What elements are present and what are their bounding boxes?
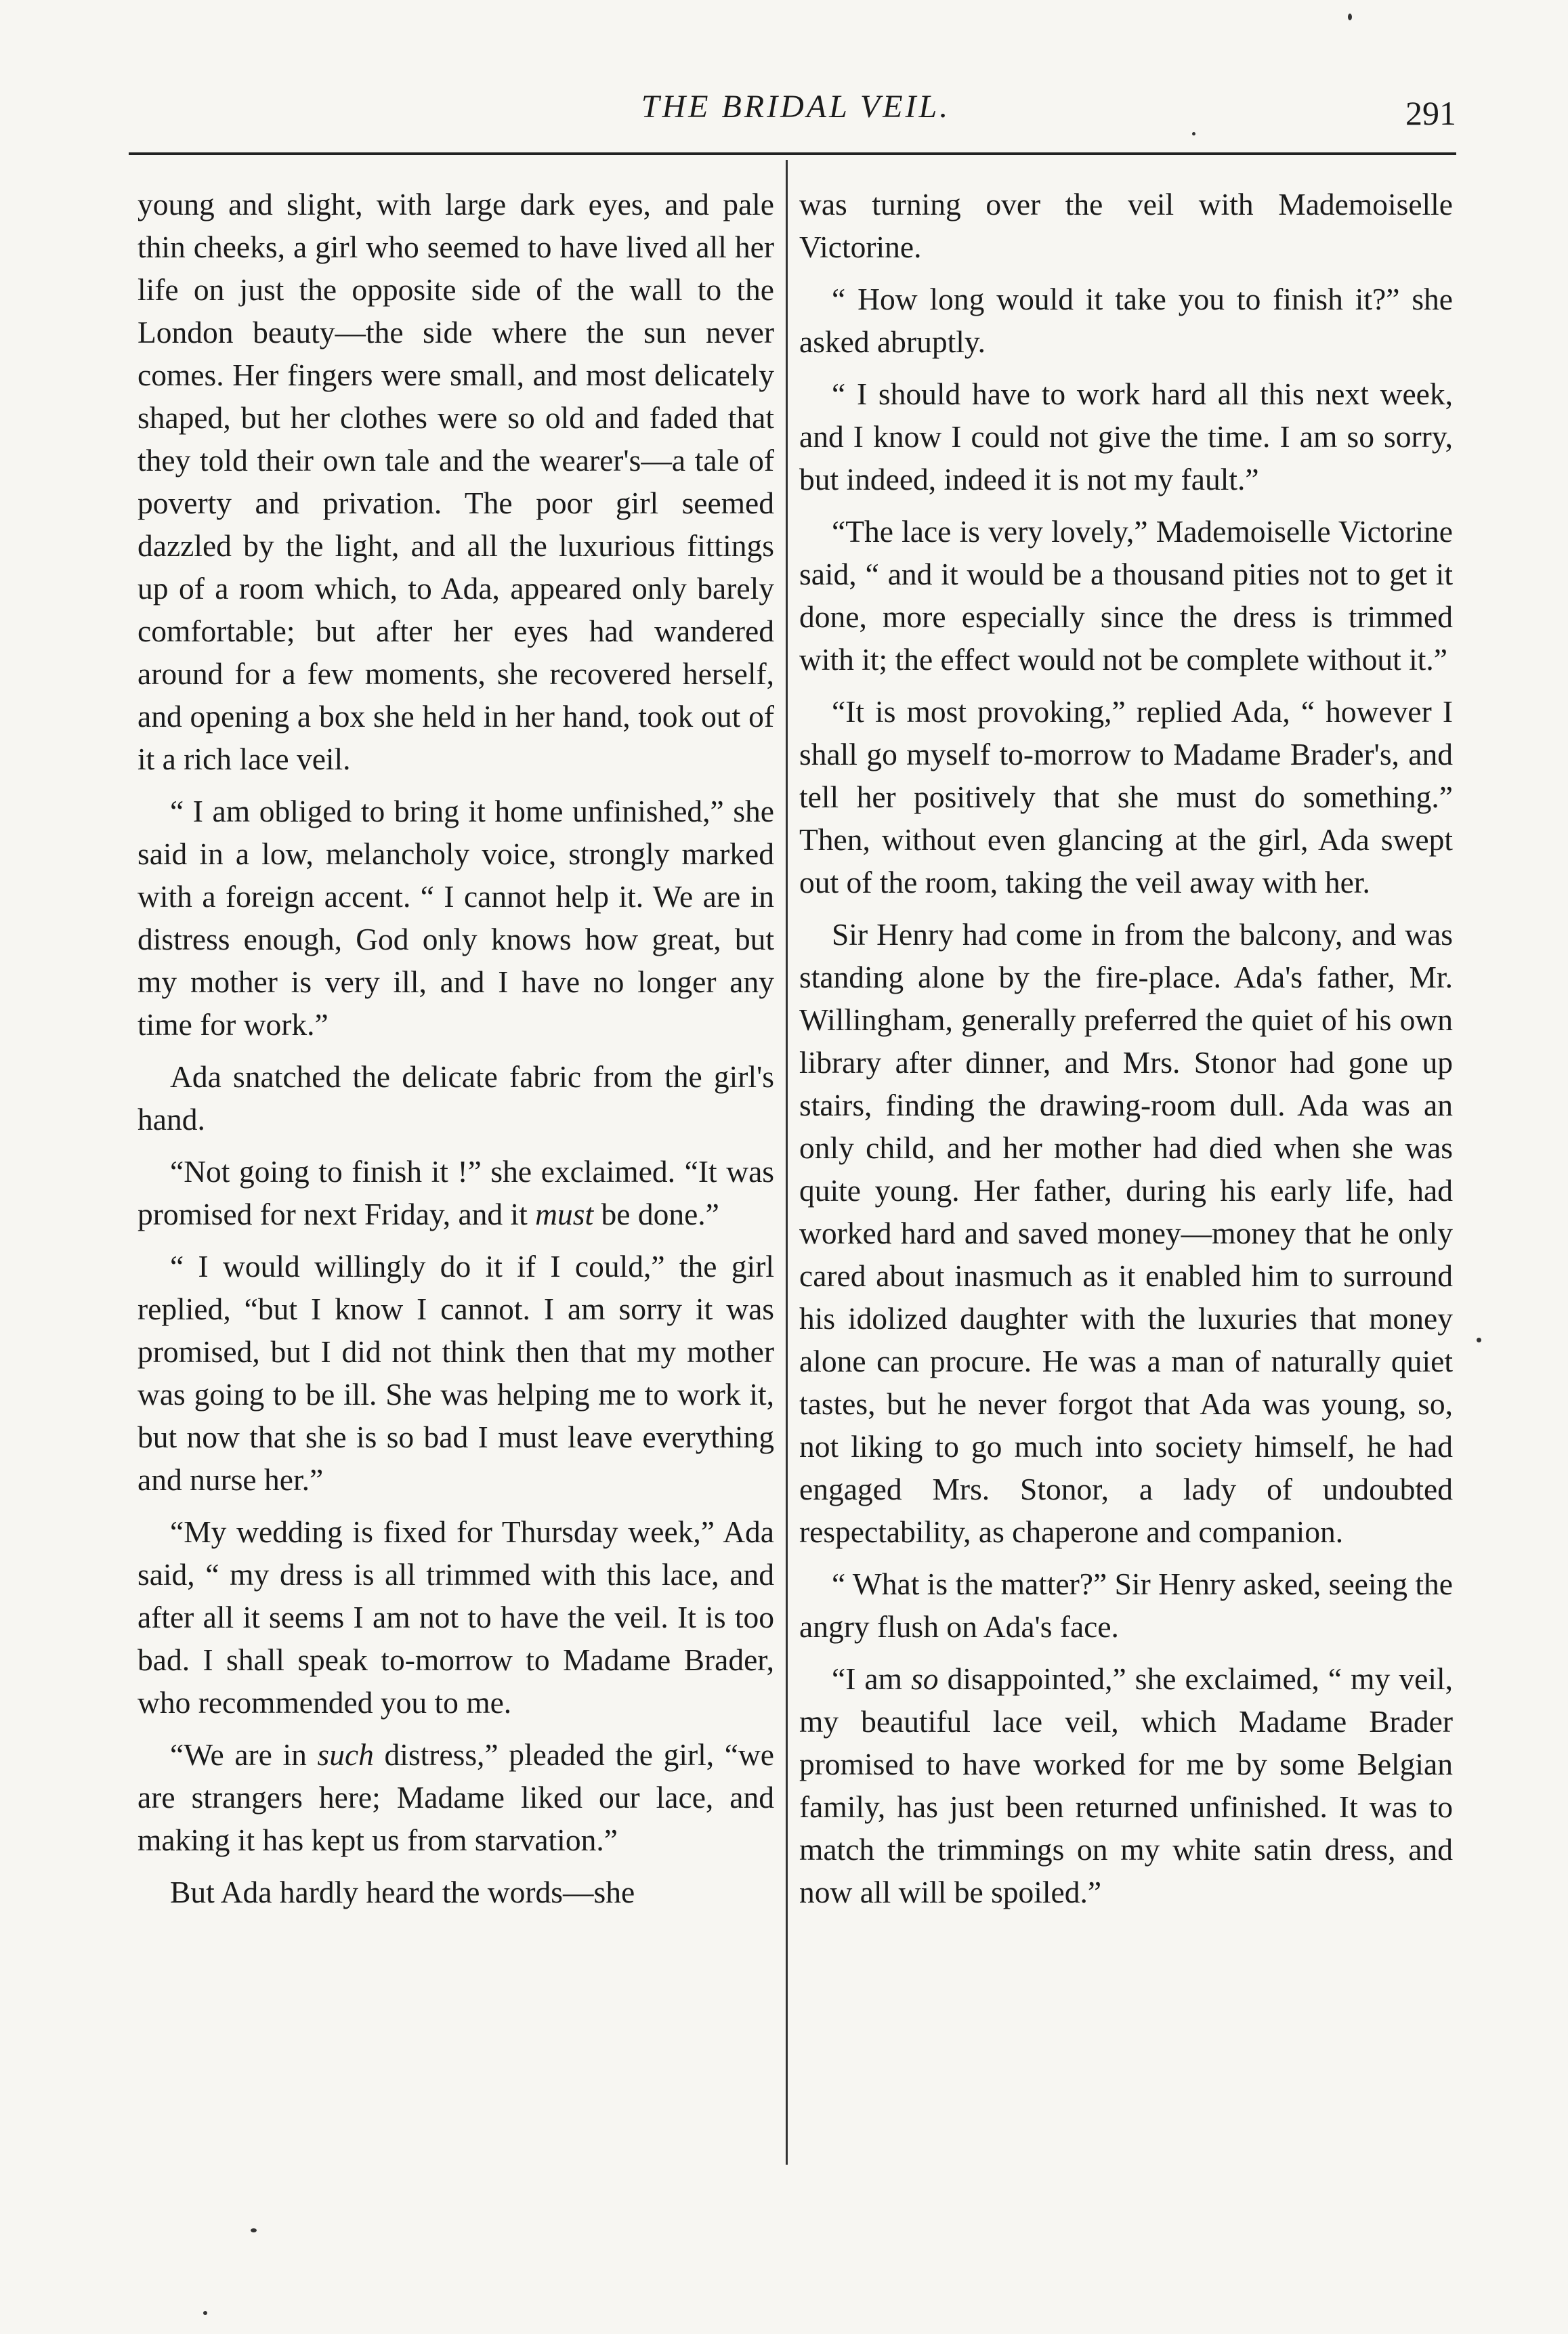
text-run: “Not going to finish it !” she exclaimed. “It was promised for next Friday, and it xyxy=(137,1154,774,1231)
paragraph: “ What is the matter?” Sir Henry asked, seeing the angry flush on Ada's face. xyxy=(799,1567,1453,1644)
running-title: THE BRIDAL VEIL. xyxy=(641,89,951,125)
paragraph: “ I am obliged to bring it home unfinished,” she said in a low, melancholy voice, strongly marked with a foreign accent. “ I cannot help it. We are in distress enough, God only knows how great, but my mother is very ill, and I have no longer any time for work.” xyxy=(137,794,774,1042)
speck xyxy=(1477,1338,1481,1342)
text-run: be done.” xyxy=(593,1197,719,1231)
text-run: “I am xyxy=(832,1661,912,1696)
column-divider xyxy=(786,160,788,2165)
emphasis: must xyxy=(535,1197,594,1231)
page-header xyxy=(135,88,1456,149)
emphasis: such xyxy=(317,1737,374,1772)
paragraph: “ I would willingly do it if I could,” the girl replied, “but I know I cannot. I am sorry it was promised, but I did not think then that my mother was going to be ill. She was helping me to work it, but now that she is so bad I must leave everything and nurse her.” xyxy=(137,1249,774,1497)
paragraph: “ I should have to work hard all this next week, and I know I could not give the time. I am so sorry, but indeed, indeed it is not my fault.” xyxy=(799,377,1453,496)
paragraph xyxy=(137,1733,774,1861)
paragraph: “ How long would it take you to finish it?” she asked abruptly. xyxy=(799,282,1453,359)
paragraph xyxy=(799,1657,1453,1913)
paragraph: Ada snatched the delicate fabric from the girl's hand. xyxy=(137,1059,774,1137)
speck xyxy=(251,2228,257,2232)
header-rule xyxy=(129,152,1456,155)
paragraph: “My wedding is fixed for Thursday week,” Ada said, “ my dress is all trimmed with this lace, and after all it seems I am not to have the veil. It is too bad. I shall speak to-morrow to Madame Brader, who recommended you to me. xyxy=(137,1514,774,1720)
text-run: “We are in xyxy=(170,1737,318,1772)
paragraph xyxy=(137,1150,774,1235)
speck xyxy=(1348,14,1352,20)
right-column xyxy=(799,183,1453,2147)
speck xyxy=(203,2311,207,2315)
paragraph: “The lace is very lovely,” Mademoiselle Victorine said, “ and it would be a thousand pities not to get it done, more especially since the dress is trimmed with it; the effect would not be complete without it.” xyxy=(799,514,1453,677)
paragraph: young and slight, with large dark eyes, and pale thin cheeks, a girl who seemed to have lived all her life on just the opposite side of the wall to the London beauty—the side where the sun never comes. Her fingers were small, and most delicately shaped, but her clothes were so old and faded that they told their own tale and the wearer's—a tale of poverty and privation. The poor girl seemed dazzled by the light, and all the luxurious fittings up of a room which, to Ada, appeared only barely comfortable; but after her eyes had wandered around for a few moments, she recovered herself, and opening a box she held in her hand, took out of it a rich lace veil. xyxy=(137,187,774,776)
text-run: disappointed,” she exclaimed, “ my veil, my beautiful lace veil, which Madame Brader promised to have worked for me by some Belgian family, has just been returned unfinished. It was to match the trimmings on my white satin dress, and now all will be spoiled.” xyxy=(799,1661,1453,1909)
paragraph: Sir Henry had come in from the balcony, and was standing alone by the fire-place. Ada's father, Mr. Willingham, generally preferred the quiet of his own library after dinner, and Mrs. Stonor had gone up stairs, finding the drawing-room dull. Ada was an only child, and her mother had died when she was quite young. Her father, during his early life, had worked hard and saved money—money that he only cared about inasmuch as it enabled him to surround his idolized daughter with the luxuries that money alone can procure. He was a man of naturally quiet tastes, but he never forgot that Ada was young, so, not liking to go much into society himself, he had engaged Mrs. Stonor, a lady of undoubted respectability, as chaperone and companion. xyxy=(799,917,1453,1549)
emphasis: so xyxy=(911,1661,939,1696)
paragraph: “It is most provoking,” replied Ada, “ however I shall go myself to-morrow to Madame Brader's, and tell her positively that she must do something.” Then, without even glancing at the girl, Ada swept out of the room, taking the veil away with her. xyxy=(799,694,1453,899)
speck xyxy=(1192,132,1195,135)
text-run: distress,” pleaded the girl, “we are strangers here; Madame liked our lace, and making it has kept us from starvation.” xyxy=(137,1737,774,1857)
paragraph: But Ada hardly heard the words—she xyxy=(170,1875,635,1909)
paragraph: was turning over the veil with Mademoiselle Victorine. xyxy=(799,187,1453,264)
left-column xyxy=(137,183,774,2147)
page-number: 291 xyxy=(1405,94,1456,132)
